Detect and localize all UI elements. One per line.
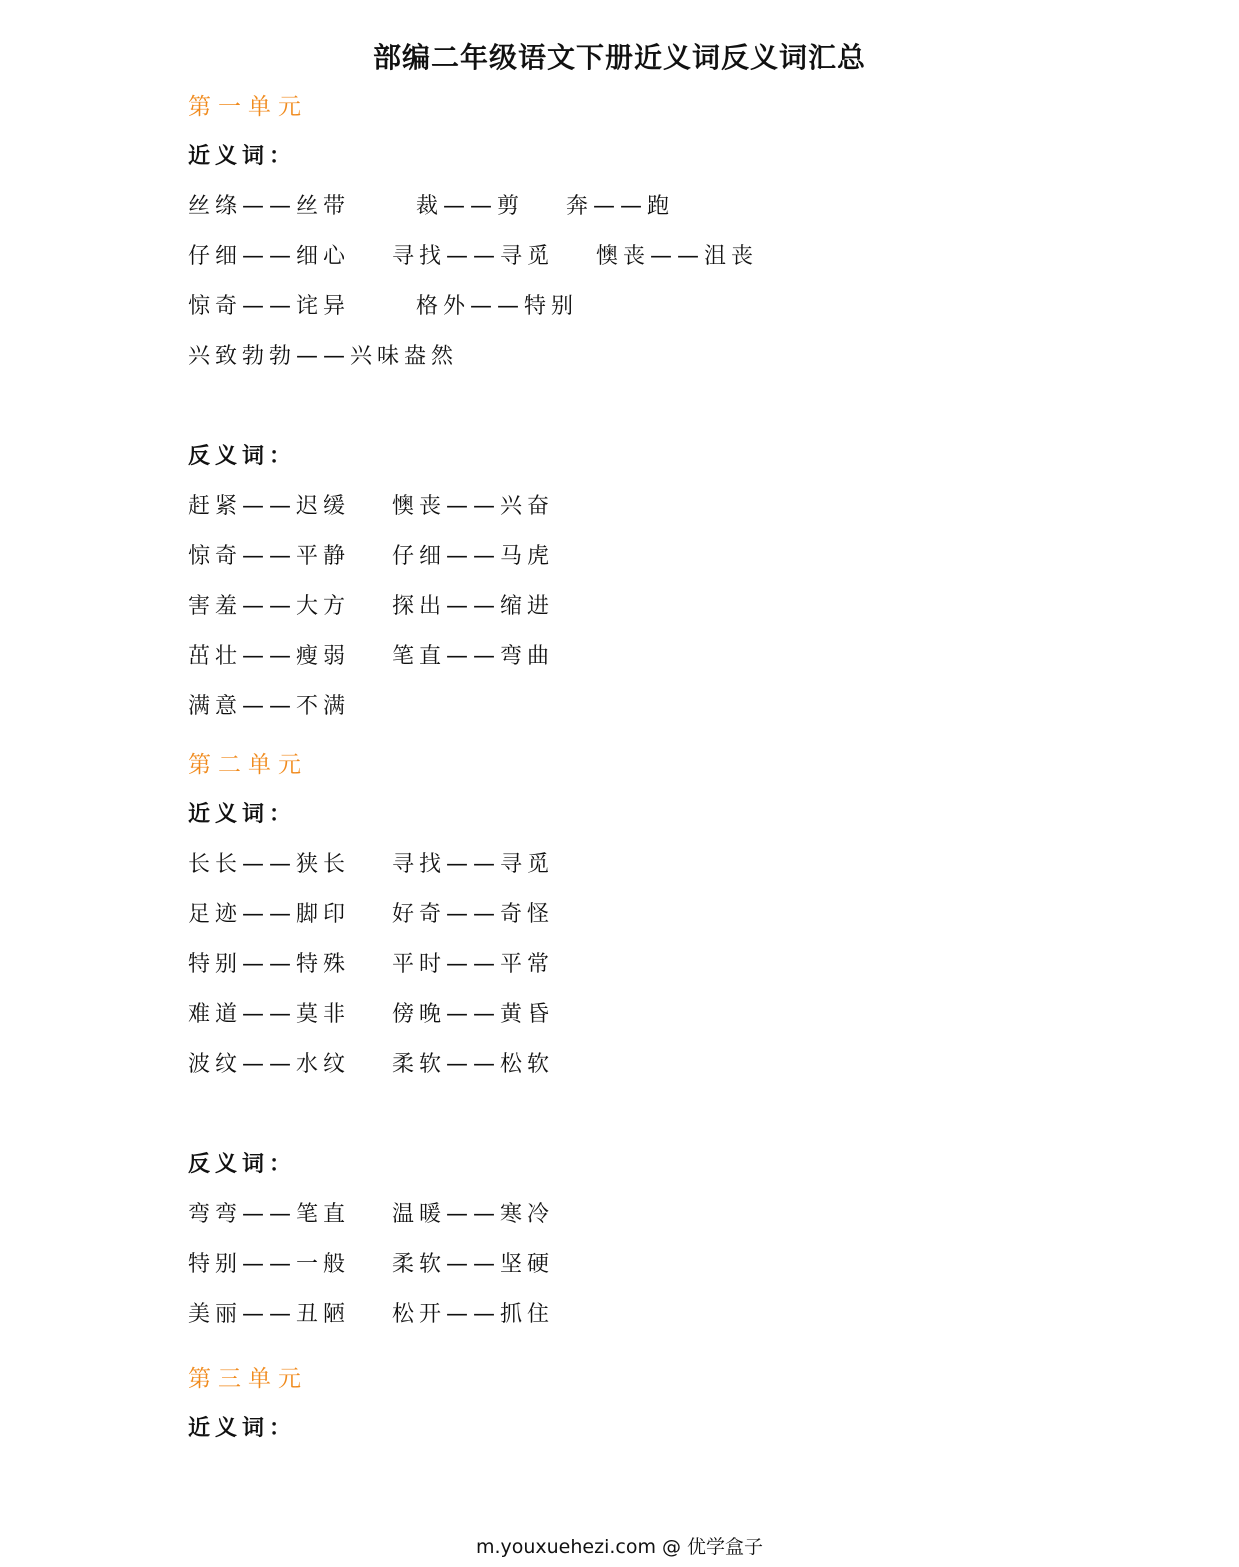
word-row [188, 282, 1088, 332]
word-pair: 赶紧——迟缓 [188, 494, 351, 519]
word-pair: 美丽——丑陋 [188, 1302, 351, 1327]
word-row [188, 940, 1088, 990]
word-pair: 满意——不满 [188, 694, 351, 719]
word-pair: 温暖——寒冷 [392, 1202, 555, 1227]
word-row [188, 632, 1088, 682]
word-pair: 格外——特别 [416, 294, 579, 319]
unit-heading-2: 第二单元 [188, 752, 308, 778]
word-row [188, 582, 1088, 632]
word-row [188, 890, 1088, 940]
word-row [188, 990, 1088, 1040]
word-pair: 惊奇——诧异 [188, 294, 351, 319]
word-pair: 懊丧——沮丧 [596, 244, 759, 269]
word-pair: 弯弯——笔直 [188, 1202, 351, 1227]
word-pair: 特别——特殊 [188, 952, 351, 977]
word-pair: 波纹——水纹 [188, 1052, 351, 1077]
word-row [188, 332, 1088, 382]
word-row [188, 482, 1088, 532]
word-pair: 长长——狭长 [188, 852, 351, 877]
document-body [188, 82, 1088, 1454]
word-pair: 兴致勃勃——兴味盎然 [188, 344, 459, 369]
word-pair: 懊丧——兴奋 [392, 494, 555, 519]
word-row [188, 682, 1088, 732]
unit-heading-1: 第一单元 [188, 94, 308, 120]
word-row [188, 182, 1088, 232]
footer-watermark: m.youxuehezi.com @ 优学盒子 [475, 1536, 764, 1558]
word-row [188, 1240, 1088, 1290]
word-pair: 惊奇——平静 [188, 544, 351, 569]
word-pair: 足迹——脚印 [188, 902, 351, 927]
synonyms-heading: 近义词： [188, 1416, 297, 1441]
word-row [188, 532, 1088, 582]
word-pair: 奔——跑 [566, 194, 675, 219]
antonyms-heading: 反义词： [188, 444, 297, 469]
word-pair: 仔细——马虎 [392, 544, 555, 569]
word-row [188, 1040, 1088, 1090]
synonyms-heading: 近义词： [188, 802, 297, 827]
word-row [188, 1190, 1088, 1240]
word-pair: 仔细——细心 [188, 244, 351, 269]
word-pair: 丝绦——丝带 [188, 194, 351, 219]
word-pair: 难道——莫非 [188, 1002, 351, 1027]
word-pair: 茁壮——瘦弱 [188, 644, 351, 669]
word-pair: 特别——一般 [188, 1252, 351, 1277]
word-pair: 害羞——大方 [188, 594, 351, 619]
word-pair: 寻找——寻觅 [392, 852, 555, 877]
unit-heading-3: 第三单元 [188, 1366, 308, 1392]
page-title: 部编二年级语文下册近义词反义词汇总 [372, 41, 866, 74]
word-pair: 傍晚——黄昏 [392, 1002, 555, 1027]
word-pair: 柔软——松软 [392, 1052, 555, 1077]
word-row [188, 232, 1088, 282]
word-row [188, 840, 1088, 890]
word-row [188, 1290, 1088, 1340]
word-pair: 好奇——奇怪 [392, 902, 555, 927]
word-pair: 裁——剪 [416, 194, 525, 219]
word-pair: 寻找——寻觅 [392, 244, 555, 269]
synonyms-heading: 近义词： [188, 144, 297, 169]
word-pair: 平时——平常 [392, 952, 555, 977]
word-pair: 柔软——坚硬 [392, 1252, 555, 1277]
antonyms-heading: 反义词： [188, 1152, 297, 1177]
word-pair: 松开——抓住 [392, 1302, 555, 1327]
word-pair: 笔直——弯曲 [392, 644, 555, 669]
word-pair: 探出——缩进 [392, 594, 555, 619]
